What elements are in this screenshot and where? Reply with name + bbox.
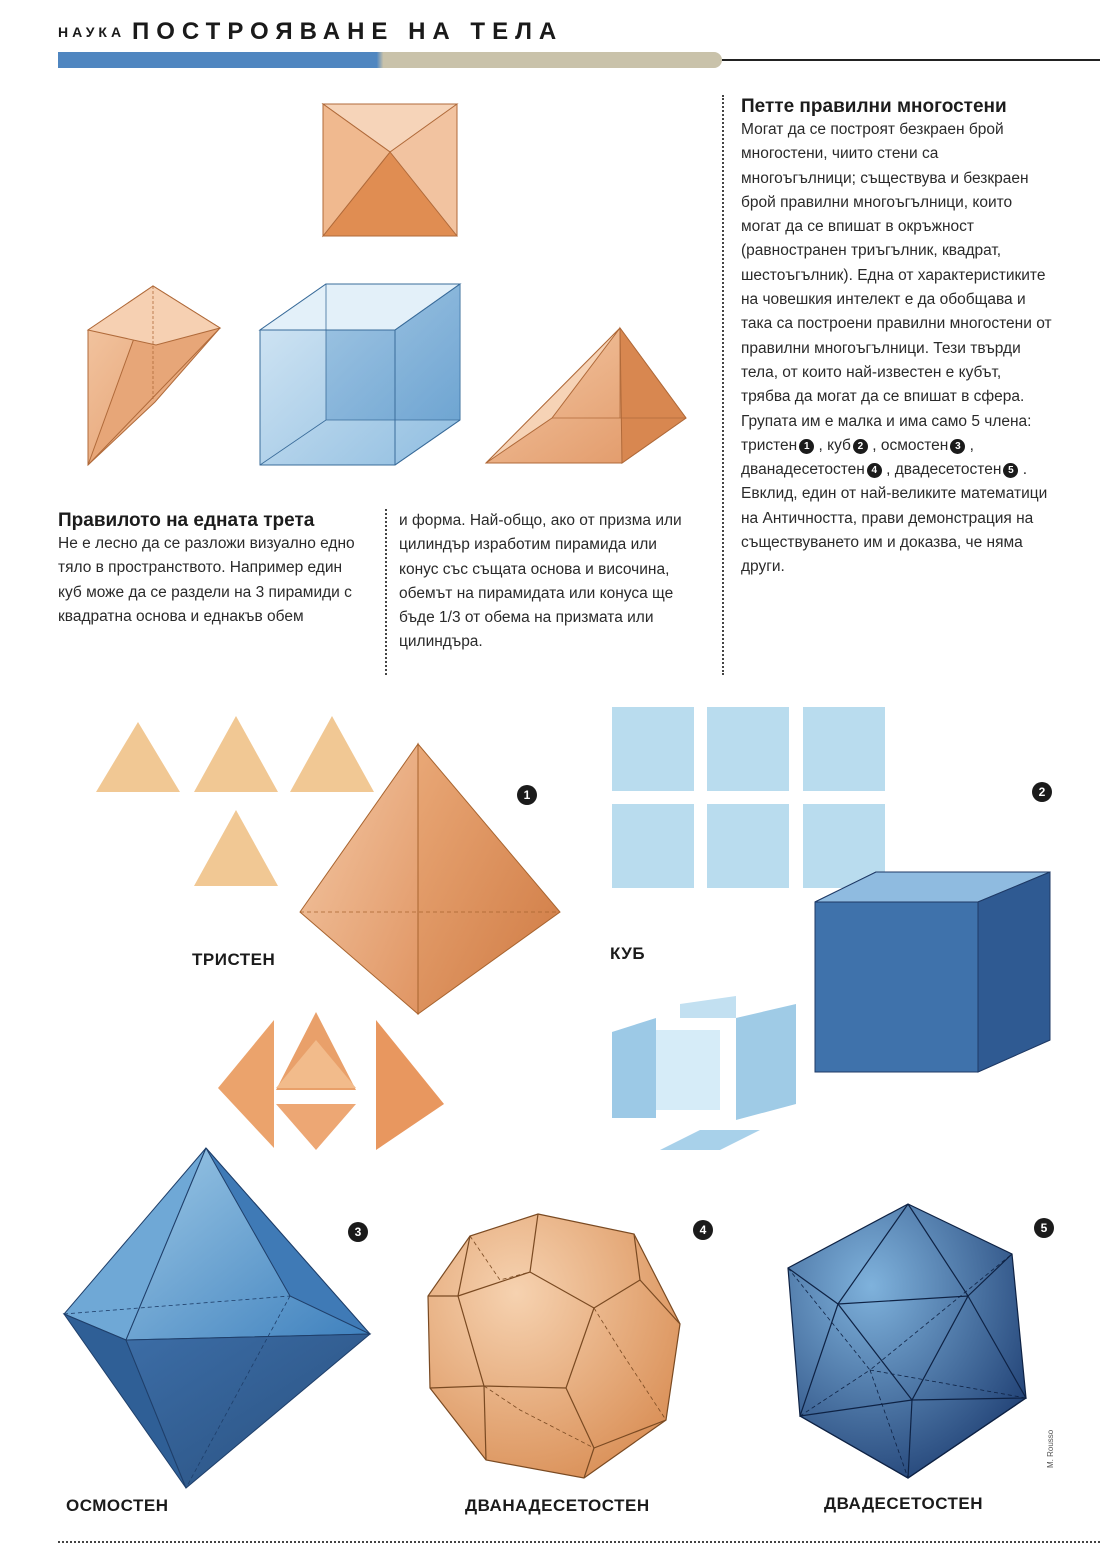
marker-1: 1 (799, 439, 814, 454)
solid-name-1: тристен (741, 436, 798, 454)
cube-exploded (612, 996, 796, 1150)
one-third-article-col1 (58, 509, 363, 629)
solid-name-2: куб (827, 436, 851, 454)
one-third-heading: Правилото на едната трета (58, 510, 315, 531)
column-divider-middle (385, 509, 387, 675)
sep-2: , (867, 436, 877, 454)
solid-name-3: осмостен (880, 436, 949, 454)
sep-5: . (1018, 461, 1028, 479)
pyramid-top-view (323, 104, 457, 236)
icosahedron-figure (0, 0, 1, 1)
page-title: ПОСТРОЯВАНЕ НА ТЕЛА (132, 18, 564, 45)
five-solids-article (741, 95, 1053, 580)
marker-3: 3 (950, 439, 965, 454)
sep-1: , (814, 436, 828, 454)
tetrahedron-unfolded (218, 1012, 444, 1150)
dodecahedron-number: 4 (693, 1220, 713, 1240)
pyramid-right (486, 328, 686, 463)
solid-name-5: двадесетостен (894, 461, 1002, 479)
octahedron-number: 3 (348, 1222, 368, 1242)
cube-glass (260, 284, 460, 465)
marker-4: 4 (867, 463, 882, 478)
five-solids-outro: Евклид, един от най-великите математици на Античността, прави демонстрация на съществуването им и доказва, че няма други. (741, 485, 1048, 576)
octahedron-label: ОСМОСТЕН (66, 1496, 169, 1515)
tetrahedron-label: ТРИСТЕН (192, 950, 276, 969)
section-label: НАУКА (58, 24, 126, 40)
one-third-text-2: и форма. Най-общо, ако от призма или цилиндър изработим пирамида или конус със същата основа и височина, обемът на пирамидата или конуса ще бъде 1/3 от обема на призмата или цилиндъра. (399, 512, 682, 651)
header-bar (58, 52, 722, 68)
cube-label: КУБ (610, 944, 646, 963)
sep-4: , (881, 461, 891, 479)
icosahedron-label: ДВАДЕСЕТОСТЕН (824, 1494, 984, 1513)
tetrahedron-net-triangles (96, 716, 374, 886)
cube-solid (815, 872, 1050, 1072)
cube-number: 2 (1032, 782, 1052, 802)
icosahedron-number: 5 (1034, 1218, 1054, 1238)
marker-5: 5 (1003, 463, 1018, 478)
one-third-text-1: Не е лесно да се разложи визуално едно тяло в пространството. Например един куб може да се раздели на 3 пирамиди с квадратна основа и еднакъв обем (58, 535, 355, 625)
marker-2: 2 (853, 439, 868, 454)
column-divider-right (722, 95, 724, 675)
tetrahedron-number: 1 (517, 785, 537, 805)
illustration-credit: M. Rousso (1046, 1429, 1055, 1468)
sep-3: , (965, 436, 974, 454)
footer-rule (58, 1541, 1100, 1543)
five-solids-heading: Петте правилни многостени (741, 96, 1007, 117)
dodecahedron-label: ДВАНАДЕСЕТОСТЕН (465, 1496, 650, 1515)
five-solids-intro: Могат да се построят безкраен брой многостени, чиито стени са многоъгълници; съществува и безкраен брой правилни многоъгълници, които могат да се впишат в окръжност (равностранен триъгълник, квадрат, шестоъгълник). Една от характеристиките на човешкия интелект е да обобщава и така са построени правилни многостени от правилни многоъгълници. Тези твърди тела, от които най-известен е кубът, трябва да могат да се впишат в сфера. Групата им е малка и има само 5 члена: (741, 121, 1052, 430)
cube-net-squares (612, 707, 885, 888)
header-rule (722, 59, 1100, 61)
five-solids-text (741, 118, 1053, 580)
pyramid-left (88, 286, 220, 465)
solid-name-4: дванадесетостен (741, 461, 865, 479)
